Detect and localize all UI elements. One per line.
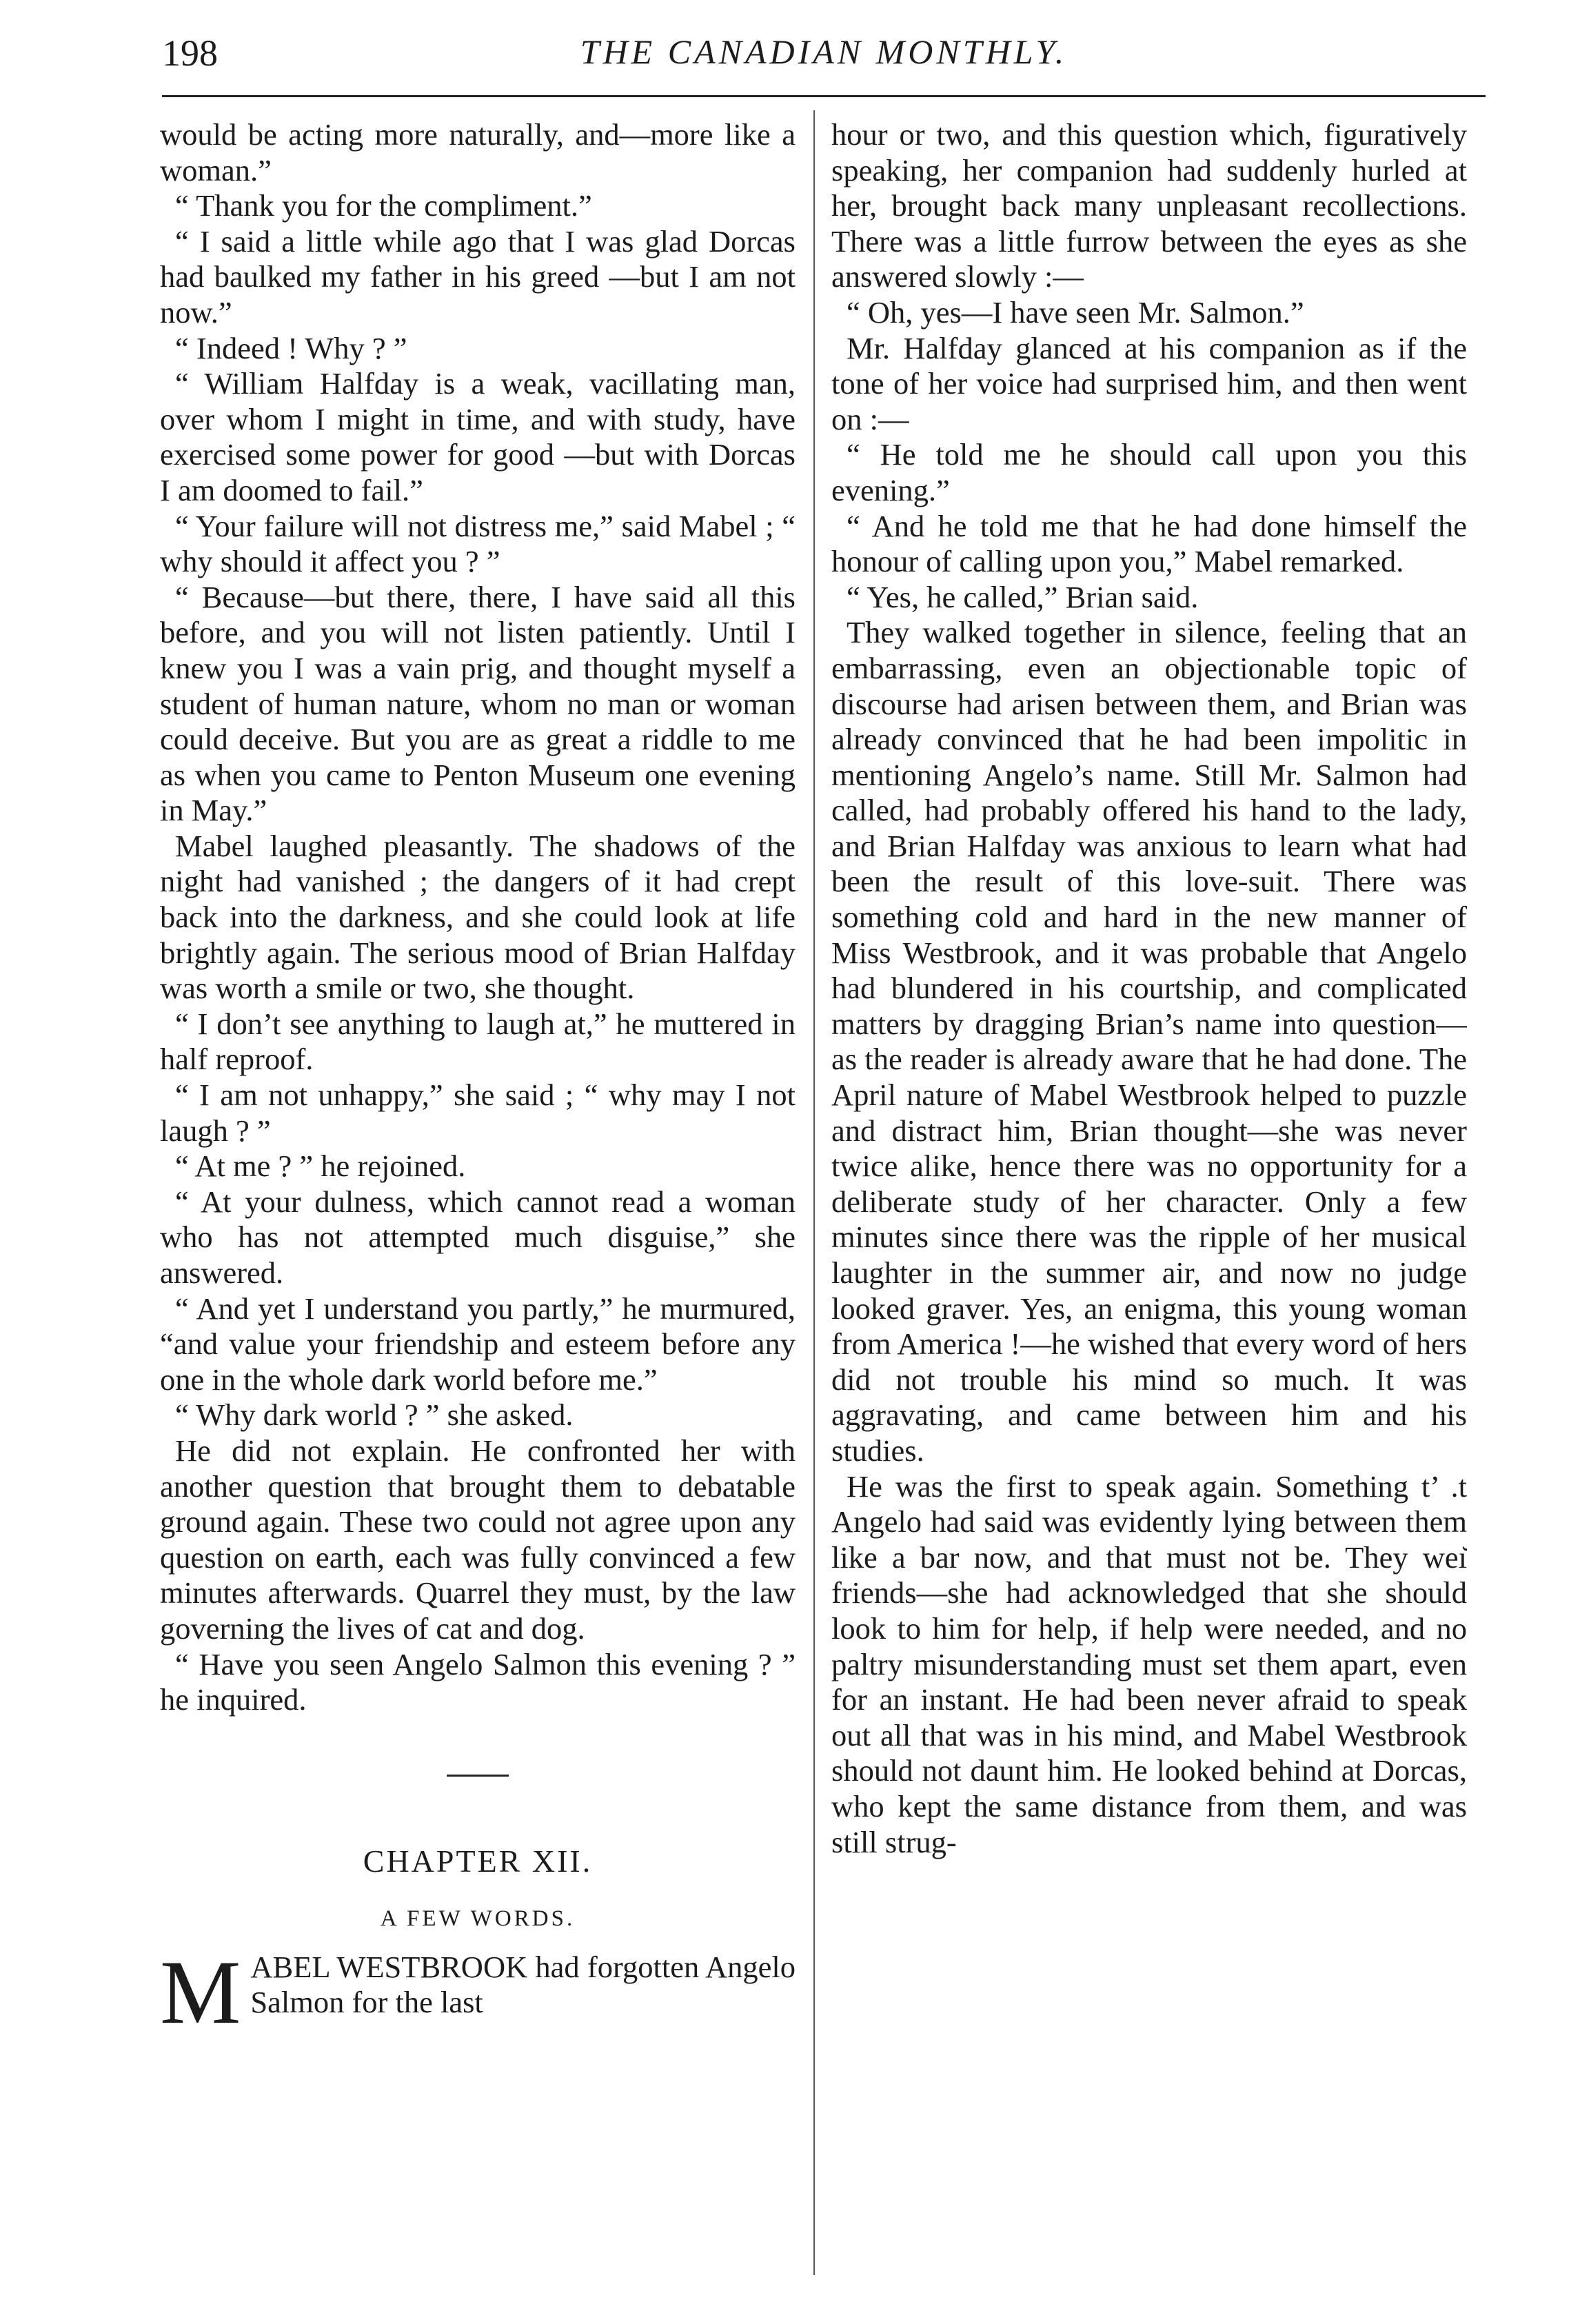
paragraph: “ And he told me that he had done himself the honour of calling upon you,” Mabel remarked. xyxy=(831,508,1467,579)
paragraph: “ Yes, he called,” Brian said. xyxy=(847,579,1199,614)
right-column xyxy=(831,117,1467,2275)
chapter-opening xyxy=(160,1941,796,2043)
chapter-title: CHAPTER XII. xyxy=(363,1843,593,1879)
paragraph: “ Why dark world ? ” she asked. xyxy=(175,1397,574,1433)
paragraph: “ I don’t see anything to laugh at,” he muttered in half reproof. xyxy=(160,1006,796,1077)
paragraph: “ Because—but there, there, I have said all this before, and you will not listen patiently. Until I knew you I was a vain prig, and thought myself a student of human nature, whom no man or woman could deceive. But you are as great a riddle to me as when you came to Penton Museum one evening in May.” xyxy=(160,579,796,828)
paragraph: “ At me ? ” he rejoined. xyxy=(175,1149,466,1184)
opening-text: ABEL WESTBROOK had forgotten Angelo Salmon for the last xyxy=(250,1949,796,2020)
page-number: 198 xyxy=(162,32,218,74)
section-divider xyxy=(447,1775,509,1777)
paragraph: “ Indeed ! Why ? ” xyxy=(175,330,407,365)
paragraph: “ Your failure will not distress me,” said Mabel ; “ why should it affect you ? ” xyxy=(160,508,796,579)
chapter-subtitle: A FEW WORDS. xyxy=(380,1906,576,1931)
page-header xyxy=(162,28,1486,97)
paragraph: “ I said a little while ago that I was glad Dorcas had baulked my father in his greed —but I am not now.” xyxy=(160,223,796,330)
left-column xyxy=(160,117,796,2275)
paragraph: He did not explain. He confronted her with another question that brought them to debatable ground again. These two could not agree upon any question on earth, each was fully convinced a few minutes afterwards. Quarrel they must, by the law governing the lives of cat and dog. xyxy=(160,1433,796,1646)
paragraph: hour or two, and this question which, figuratively speaking, her companion had suddenly hurled at her, brought back many unpleasant recollections. There was a little furrow between the eyes as she answered slowly :— xyxy=(831,117,1467,294)
paragraph: Mabel laughed pleasantly. The shadows of the night had vanished ; the dangers of it had crept back into the darkness, and she could look at life brightly again. The serious mood of Brian Halfday was worth a smile or two, she thought. xyxy=(160,828,796,1006)
paragraph: “ At your dulness, which cannot read a woman who has not attempted much disguise,” she answered. xyxy=(160,1184,796,1290)
paragraph: “ He told me he should call upon you this evening.” xyxy=(831,437,1467,507)
paragraph: “ Have you seen Angelo Salmon this evening ? ” he inquired. xyxy=(160,1646,796,1717)
paragraph: “ William Halfday is a weak, vacillating man, over whom I might in time, and with study, have exercised some power for good —but with Dorcas I am doomed to fail.” xyxy=(160,366,796,507)
paragraph: “ I am not unhappy,” she said ; “ why may I not laugh ? ” xyxy=(160,1078,796,1148)
paragraph: He was the first to speak again. Something t’ .t Angelo had said was evidently lying between them like a bar now, and that must not be. They weı̆ friends—she had acknowledged that she should look to him for help, if help were needed, and no paltry misunderstanding must set them apart, even for an instant. He had been never afraid to speak out all that was in his mind, and Mabel Westbrook should not daunt him. He looked behind at Dorcas, who kept the same distance from them, and was still strug- xyxy=(831,1468,1467,1859)
paragraph: “ Thank you for the compliment.” xyxy=(175,188,592,223)
running-title: THE CANADIAN MONTHLY. xyxy=(580,32,1068,71)
column-divider xyxy=(813,110,815,2275)
drop-cap: M xyxy=(160,1941,241,2043)
paragraph: would be acting more naturally, and—more like a woman.” xyxy=(160,117,796,188)
paragraph: “ And yet I understand you partly,” he murmured, “and value your friendship and esteem before any one in the whole dark world before me.” xyxy=(160,1291,796,1397)
paragraph: Mr. Halfday glanced at his companion as if the tone of her voice had surprised him, and then went on :— xyxy=(831,330,1467,436)
paragraph: “ Oh, yes—I have seen Mr. Salmon.” xyxy=(847,294,1304,330)
paragraph: They walked together in silence, feeling that an embarrassing, even an objectionable topic of discourse had arisen between them, and Brian was already convinced that he had been impolitic in mentioning Angelo’s name. Still Mr. Salmon had called, had probably offered his hand to the lady, and Brian Halfday was anxious to learn what had been the result of this love-suit. There was something cold and hard in the new manner of Miss Westbrook, and it was probable that Angelo had blundered in his courtship, and complicated matters by dragging Brian’s name into question—as the reader is already aware that he had done. The April nature of Mabel Westbrook helped to puzzle and distract him, Brian thought—she was never twice alike, hence there was no opportunity for a deliberate study of her character. Only a few minutes since there was the ripple of her musical laughter in the summer air, and now no judge looked graver. Yes, an enigma, this young woman from America !—he wished that every word of hers did not trouble his mind so much. It was aggravating, and came between him and his studies. xyxy=(831,615,1467,1468)
header-rule xyxy=(162,95,1486,97)
